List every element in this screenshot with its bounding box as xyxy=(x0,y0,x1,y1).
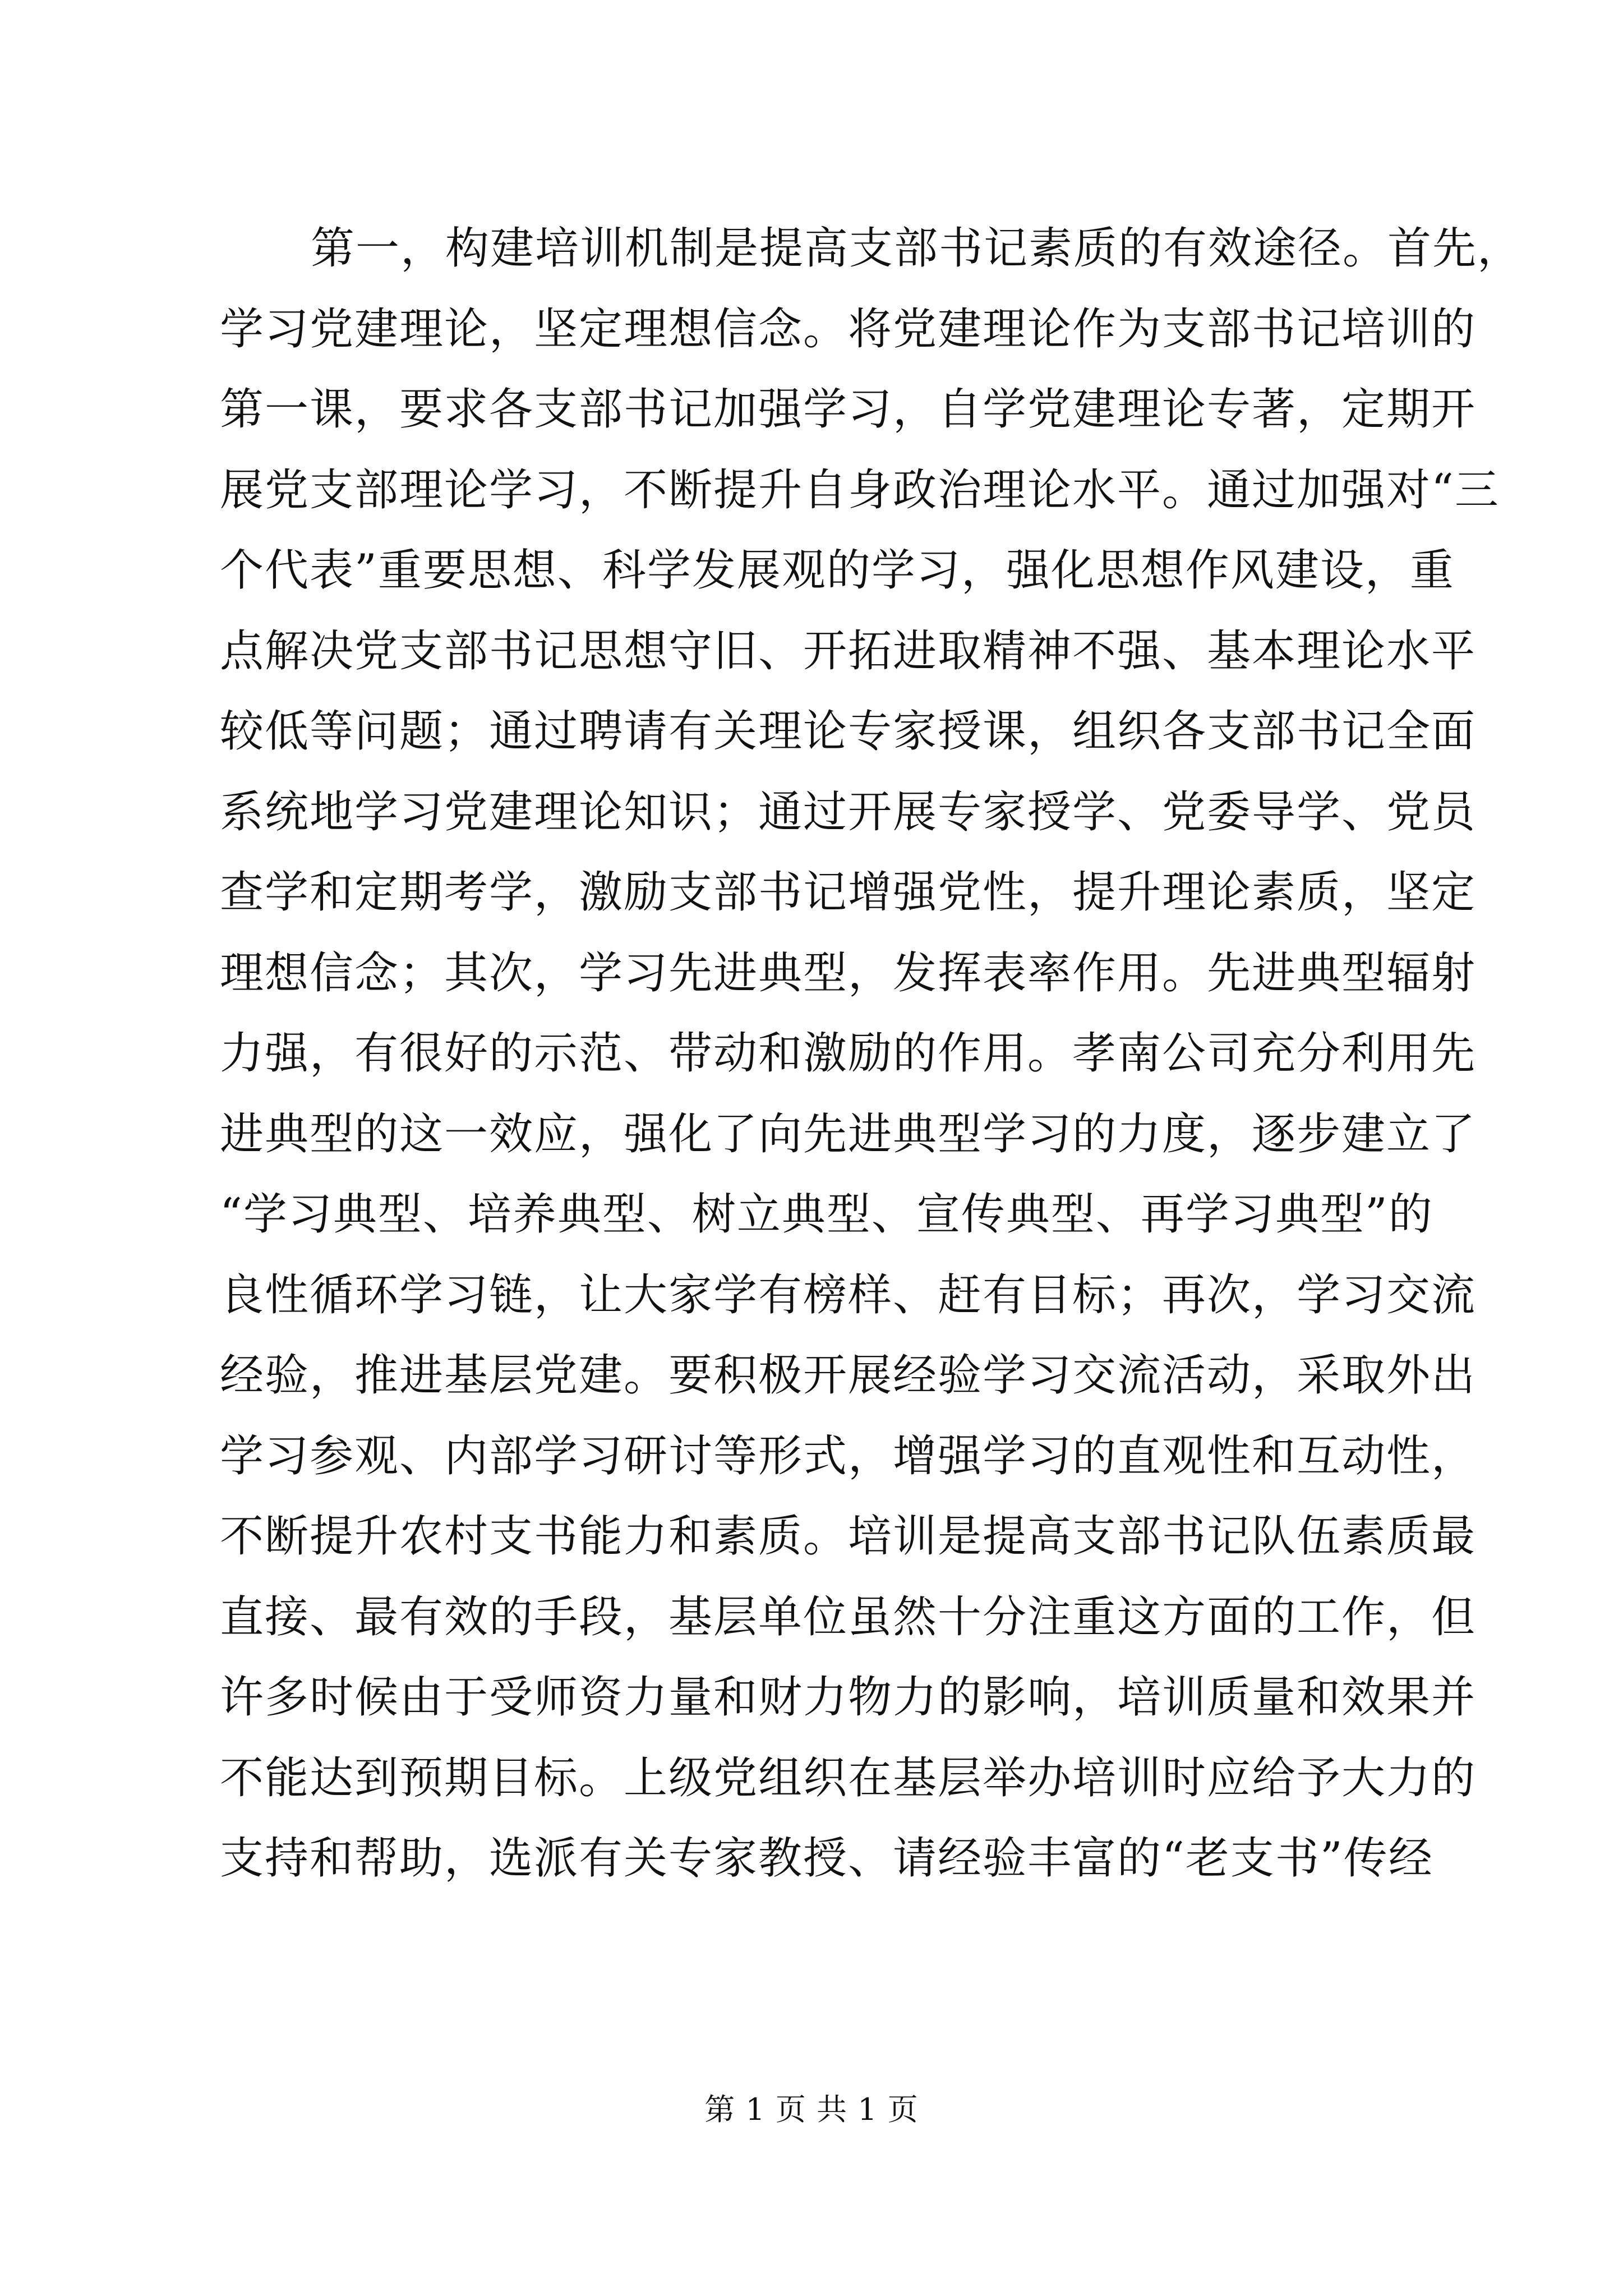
body-paragraph xyxy=(220,209,1523,1899)
paragraph-line: 点解决党支部书记思想守旧、开拓进取精神不强、基本理论水平 xyxy=(220,625,1477,677)
paragraph-line: 第一，构建培训机制是提高支部书记素质的有效途径。首先， xyxy=(311,223,1523,274)
paragraph-line: 查学和定期考学，激励支部书记增强党性，提升理论素质，坚定 xyxy=(220,867,1477,918)
paragraph-line: 直接、最有效的手段，基层单位虽然十分注重这方面的工作，但 xyxy=(220,1591,1477,1642)
paragraph-line: 力强，有很好的示范、带动和激励的作用。孝南公司充分利用先 xyxy=(220,1028,1477,1079)
paragraph-line: 较低等问题；通过聘请有关理论专家授课，组织各支部书记全面 xyxy=(220,706,1477,757)
paragraph-line: 进典型的这一效应，强化了向先进典型学习的力度，逐步建立了 xyxy=(220,1108,1477,1159)
paragraph-line: 不断提升农村支书能力和素质。培训是提高支部书记队伍素质最 xyxy=(220,1511,1477,1562)
page-footer: 第 1 页 共 1 页 xyxy=(704,2092,919,2127)
paragraph-line: 学习参观、内部学习研讨等形式，增强学习的直观性和互动性， xyxy=(220,1430,1477,1481)
paragraph-line: 良性循环学习链，让大家学有榜样、赶有目标；再次，学习交流 xyxy=(220,1269,1477,1320)
paragraph-line: 系统地学习党建理论知识；通过开展专家授学、党委导学、党员 xyxy=(220,786,1477,838)
paragraph-line: 学习党建理论，坚定理想信念。将党建理论作为支部书记培训的 xyxy=(220,303,1477,355)
paragraph-line: 支持和帮助，选派有关专家教授、请经验丰富的“老支书”传经 xyxy=(220,1833,1433,1884)
paragraph-line: 经验，推进基层党建。要积极开展经验学习交流活动，采取外出 xyxy=(220,1350,1477,1401)
paragraph-line: 第一课，要求各支部书记加强学习，自学党建理论专著，定期开 xyxy=(220,384,1477,435)
paragraph-line: 许多时候由于受师资力量和财力物力的影响，培训质量和效果并 xyxy=(220,1672,1477,1723)
paragraph-line: “学习典型、培养典型、树立典型、宣传典型、再学习典型”的 xyxy=(220,1189,1433,1240)
paragraph-line: 个代表”重要思想、科学发展观的学习，强化思想作风建设，重 xyxy=(220,545,1455,596)
paragraph-line: 展党支部理论学习，不断提升自身政治理论水平。通过加强对“三 xyxy=(220,464,1500,516)
paragraph-line: 不能达到预期目标。上级党组织在基层举办培训时应给予大力的 xyxy=(220,1752,1477,1803)
paragraph-line: 理想信念；其次，学习先进典型，发挥表率作用。先进典型辐射 xyxy=(220,947,1477,999)
